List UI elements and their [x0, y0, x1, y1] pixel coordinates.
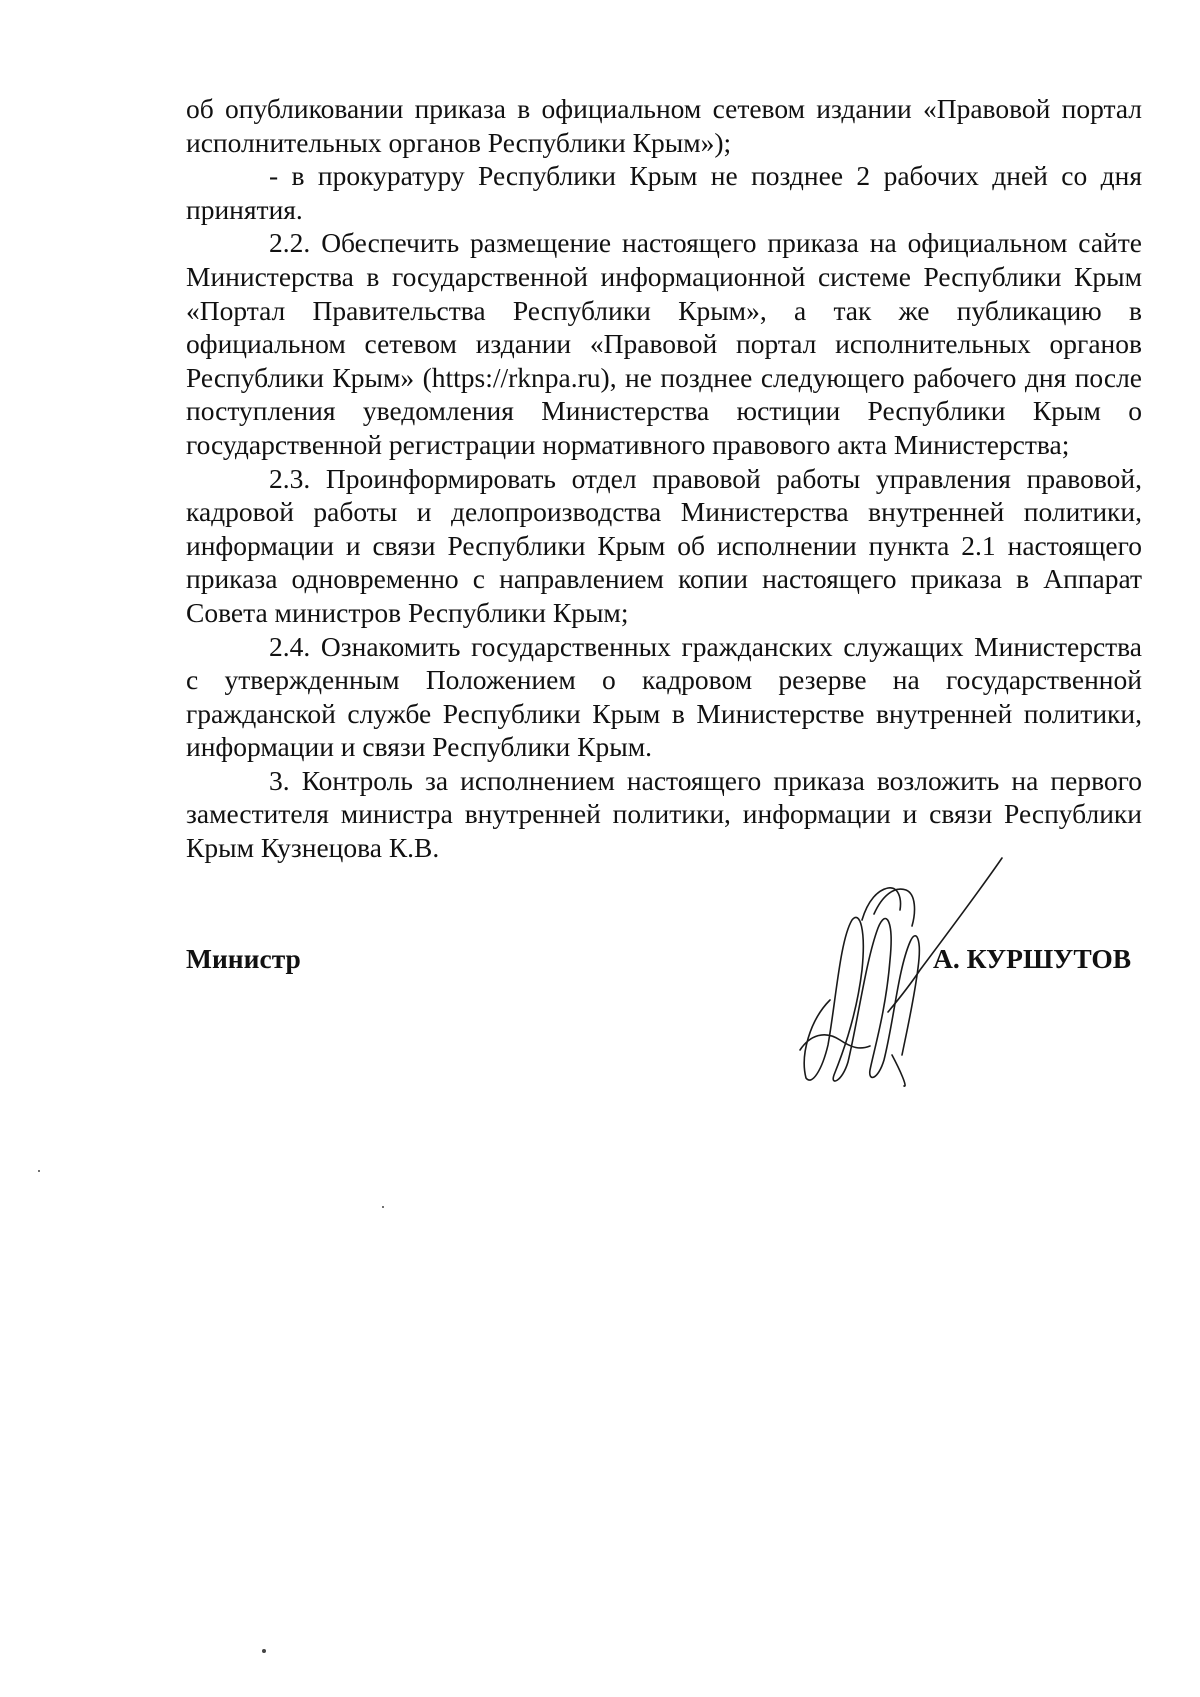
paragraph-publication-note: об опубликовании приказа в официальном сетевом издании «Правовой портал исполнительных органов Республики Крым»);	[186, 93, 1142, 158]
signatory-name: А. КУРШУТОВ	[933, 943, 1132, 974]
paragraph-2-3: 2.3. Проинформировать отдел правовой работы управления правовой, кадровой работы и делопроизводства Министерства внутренней политики, информации и связи Республики Крым об исполнении пункта 2.1 настоящего приказа одновременно с направлением копии настоящего приказа в Аппарат Совета министров Республики Крым;	[186, 462, 1142, 628]
signatory-title: Министр	[186, 943, 301, 974]
scan-speck	[262, 1649, 266, 1653]
paragraph-2-4: 2.4. Ознакомить государственных гражданских служащих Министерства с утвержденным Положением о кадровом резерве на государственной гражданской службе Республики Крым в Министерстве внутренней политики, информации и связи Республики Крым.	[186, 630, 1142, 763]
scan-speck	[382, 1206, 384, 1208]
paragraph-3: 3. Контроль за исполнением настоящего приказа возложить на первого заместителя министра внутренней политики, информации и связи Республики Крым Кузнецова К.В.	[186, 764, 1142, 864]
document-body	[186, 92, 1142, 865]
scan-speck	[38, 1170, 40, 1172]
paragraph-2-2: 2.2. Обеспечить размещение настоящего приказа на официальном сайте Министерства в государственной информационной системе Республики Крым «Портал Правительства Республики Крым», а так же публикацию в официальном сетевом издании «Правовой портал исполнительных органов Республики Крым» (https://rknpa.ru), не позднее следующего рабочего дня после поступления уведомления Министерства юстиции Республики Крым о государственной регистрации нормативного правового акта Министерства;	[186, 227, 1142, 460]
paragraph-prosecutor: - в прокуратуру Республики Крым не позднее 2 рабочих дней со дня принятия.	[186, 160, 1142, 225]
